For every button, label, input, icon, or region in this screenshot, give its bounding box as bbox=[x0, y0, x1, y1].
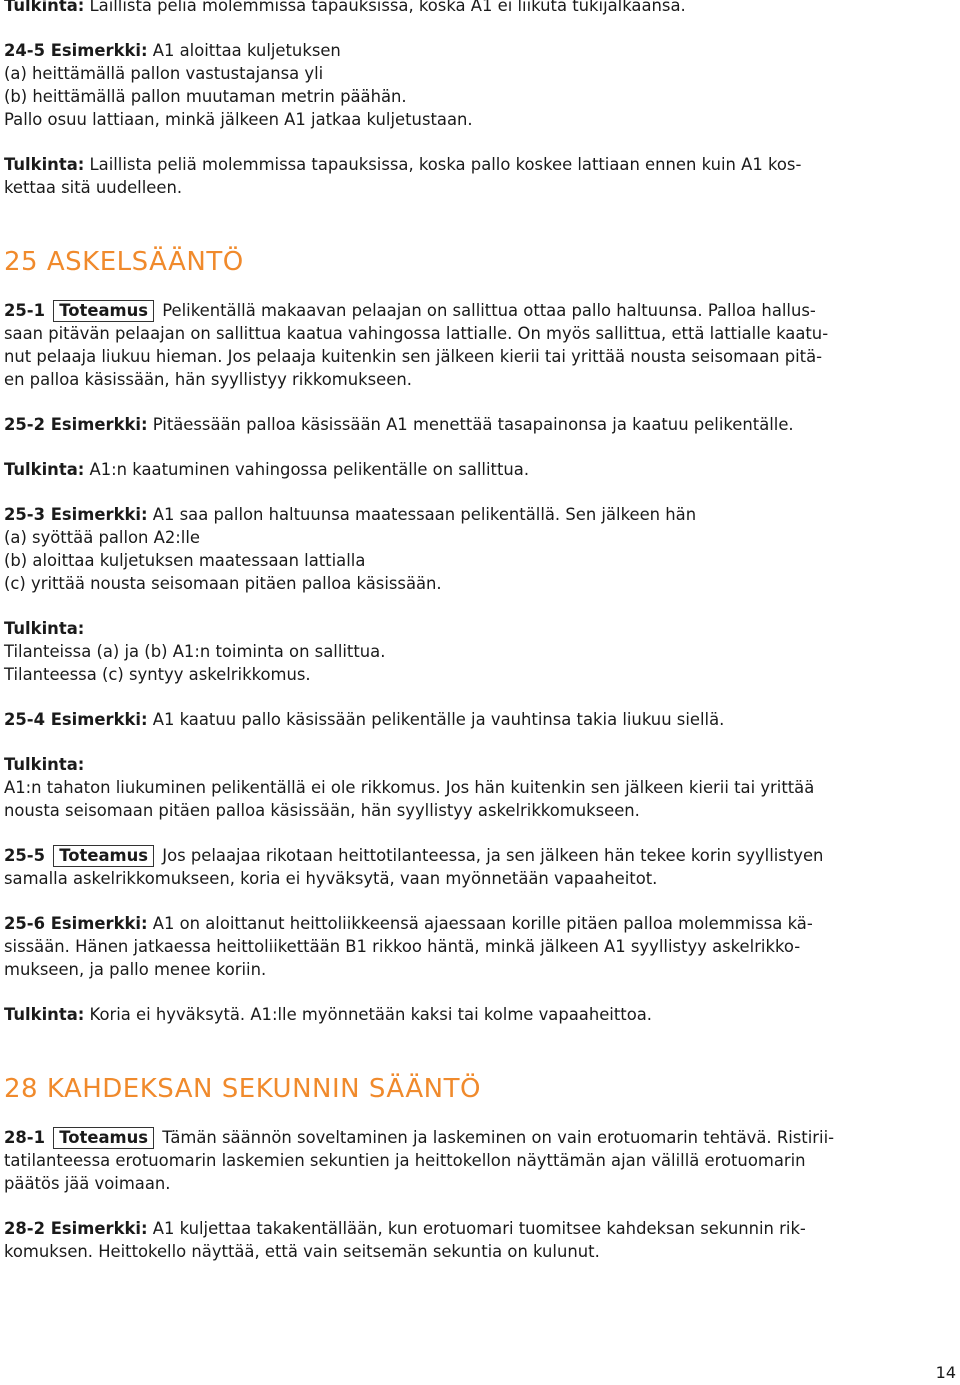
statement-text: samalla askelrikkomukseen, koria ei hyväksytä, vaan myönnetään vapaaheitot. bbox=[4, 869, 658, 888]
example-line: (c) yrittää nousta seisomaan pitäen palloa käsissään. bbox=[4, 574, 442, 593]
page-number: 14 bbox=[935, 1363, 956, 1382]
example-text: A1 kaatuu pallo käsissään pelikentälle ja vauhtinsa takia liukuu siellä. bbox=[147, 710, 725, 729]
statement-number: 25-5 bbox=[4, 846, 46, 865]
interpretation-text: kettaa sitä uudelleen. bbox=[4, 178, 183, 197]
interpretation-label: Tulkinta: bbox=[4, 0, 85, 15]
interpretation-24-4 bbox=[4, 0, 954, 17]
interpretation-text: Laillista peliä molemmissa tapauksissa, koska pallo koskee lattiaan ennen kuin A1 kos- bbox=[84, 155, 802, 174]
interpretation-label: Tulkinta: bbox=[4, 1005, 85, 1024]
interpretation-24-5 bbox=[4, 153, 954, 199]
example-text: A1 on aloittanut heittoliikkeensä ajaessaan korille pitäen palloa molemmissa kä- bbox=[147, 914, 813, 933]
statement-text: Tämän säännön soveltaminen ja laskeminen on vain erotuomarin tehtävä. Ristirii- bbox=[162, 1128, 835, 1147]
example-label: 28-2 Esimerkki: bbox=[4, 1219, 148, 1238]
interpretation-text: A1:n kaatuminen vahingossa pelikentälle on sallittua. bbox=[84, 460, 530, 479]
section-heading-28: 28 KAHDEKSAN SEKUNNIN SÄÄNTÖ bbox=[4, 1074, 481, 1104]
example-text: A1 aloittaa kuljetuksen bbox=[147, 41, 341, 60]
example-line: Pallo osuu lattiaan, minkä jälkeen A1 jatkaa kuljetustaan. bbox=[4, 110, 473, 129]
example-text: A1 kuljettaa takakentällään, kun erotuomari tuomitsee kahdeksan sekunnin rik- bbox=[147, 1219, 806, 1238]
example-25-3 bbox=[4, 503, 954, 595]
statement-text: saan pitävän pelaajan on sallittua kaatua vahingossa lattialle. On myös sallittua, että lattialle kaatu- bbox=[4, 324, 829, 343]
example-label: 25-4 Esimerkki: bbox=[4, 710, 148, 729]
statement-text: Jos pelaajaa rikotaan heittotilanteessa, ja sen jälkeen hän tekee korin syyllistyen bbox=[162, 846, 824, 865]
statement-text: en palloa käsissään, hän syyllistyy rikkomukseen. bbox=[4, 370, 412, 389]
example-25-4 bbox=[4, 708, 954, 731]
example-label: 25-3 Esimerkki: bbox=[4, 505, 148, 524]
example-28-2 bbox=[4, 1217, 954, 1263]
example-text: komuksen. Heittokello näyttää, että vain seitsemän sekuntia on kulunut. bbox=[4, 1242, 600, 1261]
statement-number: 28-1 bbox=[4, 1128, 46, 1147]
statement-number: 25-1 bbox=[4, 301, 46, 320]
statement-tag: Toteamus bbox=[53, 300, 154, 322]
statement-25-5 bbox=[4, 844, 954, 890]
example-line: (b) heittämällä pallon muutaman metrin päähän. bbox=[4, 87, 407, 106]
example-text: mukseen, ja pallo menee koriin. bbox=[4, 960, 267, 979]
statement-text: päätös jää voimaan. bbox=[4, 1174, 171, 1193]
statement-25-1 bbox=[4, 299, 954, 391]
interpretation-text: Tilanteessa (c) syntyy askelrikkomus. bbox=[4, 665, 311, 684]
interpretation-25-3 bbox=[4, 617, 954, 686]
interpretation-text: nousta seisomaan pitäen palloa käsissään, hän syyllistyy askelrikkomukseen. bbox=[4, 801, 640, 820]
interpretation-text: A1:n tahaton liukuminen pelikentällä ei ole rikkomus. Jos hän kuitenkin sen jälkeen kierii tai yrittää bbox=[4, 778, 815, 797]
statement-28-1 bbox=[4, 1126, 954, 1195]
interpretation-label: Tulkinta: bbox=[4, 155, 85, 174]
example-text: sissään. Hänen jatkaessa heittoliikettään B1 rikkoo häntä, minkä jälkeen A1 syyllistyy askelrikko- bbox=[4, 937, 801, 956]
interpretation-text: Koria ei hyväksytä. A1:lle myönnetään kaksi tai kolme vapaaheittoa. bbox=[84, 1005, 652, 1024]
example-25-2 bbox=[4, 413, 954, 436]
statement-tag: Toteamus bbox=[53, 1127, 154, 1149]
section-heading-25: 25 ASKELSÄÄNTÖ bbox=[4, 247, 244, 277]
example-24-5 bbox=[4, 39, 954, 131]
example-text: Pitäessään palloa käsissään A1 menettää tasapainonsa ja kaatuu pelikentälle. bbox=[147, 415, 794, 434]
statement-tag: Toteamus bbox=[53, 845, 154, 867]
statement-text: tatilanteessa erotuomarin laskemien sekuntien ja heittokellon näyttämän ajan välillä erotuomarin bbox=[4, 1151, 806, 1170]
example-line: (b) aloittaa kuljetuksen maatessaan lattialla bbox=[4, 551, 366, 570]
example-label: 24-5 Esimerkki: bbox=[4, 41, 148, 60]
example-line: (a) heittämällä pallon vastustajansa yli bbox=[4, 64, 324, 83]
example-line: (a) syöttää pallon A2:lle bbox=[4, 528, 200, 547]
example-label: 25-6 Esimerkki: bbox=[4, 914, 148, 933]
interpretation-label: Tulkinta: bbox=[4, 460, 85, 479]
example-text: A1 saa pallon haltuunsa maatessaan pelikentällä. Sen jälkeen hän bbox=[147, 505, 697, 524]
interpretation-label: Tulkinta: bbox=[4, 755, 85, 774]
interpretation-25-6 bbox=[4, 1003, 954, 1026]
example-25-6 bbox=[4, 912, 954, 981]
interpretation-25-2 bbox=[4, 458, 954, 481]
example-label: 25-2 Esimerkki: bbox=[4, 415, 148, 434]
statement-text: nut pelaaja liukuu hieman. Jos pelaaja kuitenkin sen jälkeen kierii tai yrittää nousta seisomaan pitä- bbox=[4, 347, 823, 366]
interpretation-label: Tulkinta: bbox=[4, 619, 85, 638]
document-page bbox=[4, 0, 954, 1263]
interpretation-text: Tilanteissa (a) ja (b) A1:n toiminta on sallittua. bbox=[4, 642, 386, 661]
statement-text: Pelikentällä makaavan pelaajan on sallittua ottaa pallo haltuunsa. Palloa hallus- bbox=[162, 301, 816, 320]
interpretation-text: Laillista peliä molemmissa tapauksissa, koska A1 ei liikuta tukijalkaansa. bbox=[84, 0, 686, 15]
interpretation-25-4 bbox=[4, 753, 954, 822]
